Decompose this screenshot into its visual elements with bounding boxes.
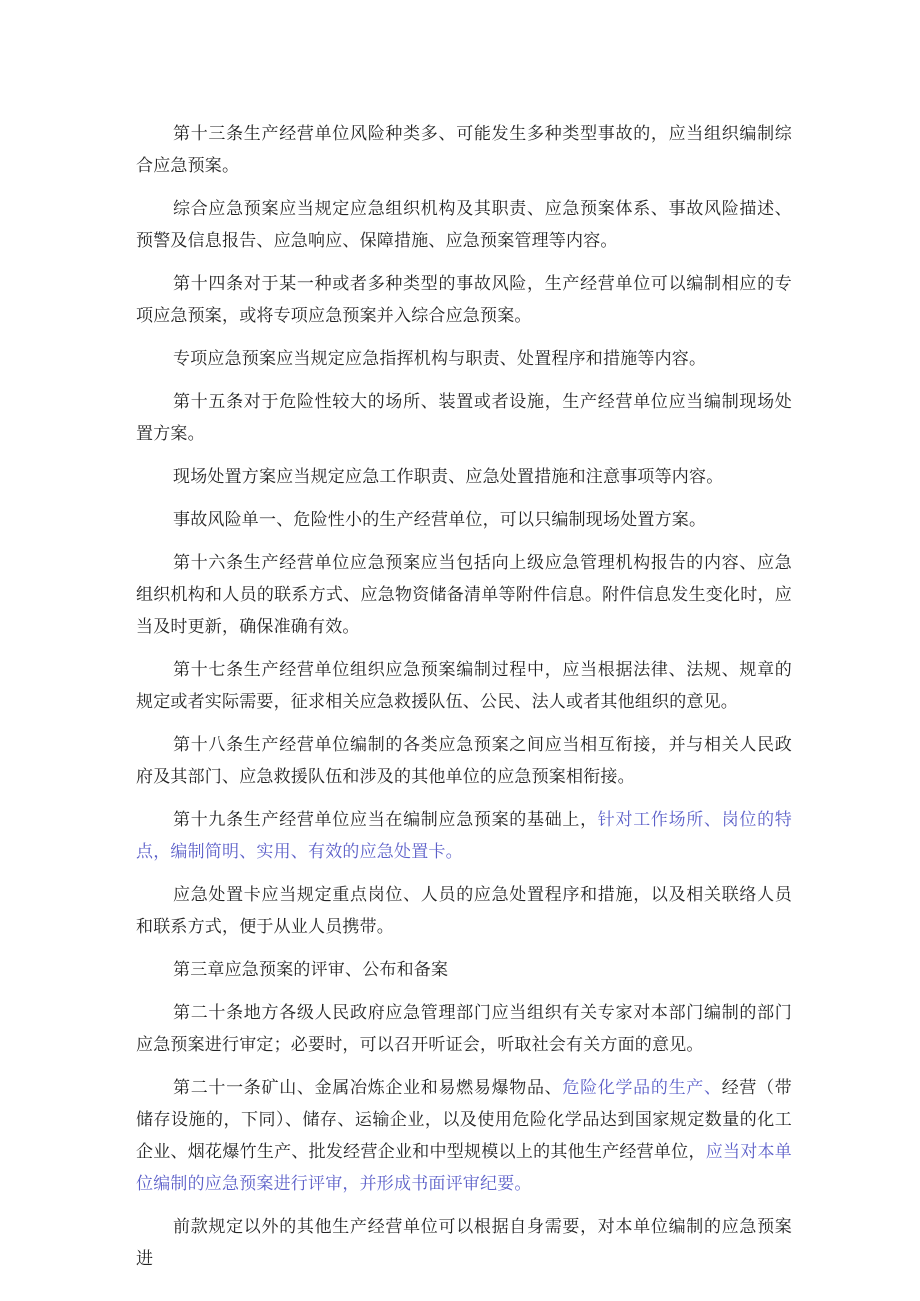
- article-20-paragraph: [136, 997, 792, 1061]
- text-segment: 第二十条地方各级人民政府应急管理部门应当组织有关专家对本部门编制的部门应急预案进行审定；必要时，可以召开听证会，听取社会有关方面的意见。: [136, 1003, 792, 1055]
- chapter-3-heading: [136, 954, 792, 986]
- article-16-paragraph: [136, 547, 792, 643]
- special-plan-content-paragraph: [136, 343, 792, 375]
- text-segment: 第十六条生产经营单位应急预案应当包括向上级应急管理机构报告的内容、应急组织机构和人员的联系方式、应急物资储备清单等附件信息。附件信息发生变化时，应当及时更新，确保准确有效。: [136, 553, 792, 637]
- highlighted-text-segment: 应当对本单位编制的应急预案进行评审，并形成书面评审纪要。: [136, 1142, 792, 1194]
- article-13-paragraph: [136, 118, 792, 182]
- article-21-paragraph: [136, 1072, 792, 1200]
- text-segment: 综合应急预案应当规定应急组织机构及其职责、应急预案体系、事故风险描述、预警及信息报告、应急响应、保障措施、应急预案管理等内容。: [136, 199, 792, 251]
- document-body: [136, 118, 792, 1286]
- text-segment: 第三章应急预案的评审、公布和备案: [173, 960, 449, 980]
- highlighted-text-segment: 针对工作场所、岗位的特点，编制简明、实用、有效的应急处置卡。: [136, 810, 792, 862]
- comprehensive-plan-content-paragraph: [136, 193, 792, 257]
- article-17-paragraph: [136, 654, 792, 718]
- text-segment: 事故风险单一、危险性小的生产经营单位，可以只编制现场处置方案。: [173, 510, 707, 530]
- text-segment: 现场处置方案应当规定应急工作职责、应急处置措施和注意事项等内容。: [173, 467, 724, 487]
- text-segment: 前款规定以外的其他生产经营单位可以根据自身需要，对本单位编制的应急预案进: [136, 1217, 792, 1269]
- article-18-paragraph: [136, 729, 792, 793]
- onsite-plan-content-paragraph: [136, 461, 792, 493]
- highlighted-text-segment: 危险化学品的生产、: [562, 1078, 722, 1098]
- text-segment: 经营（带储存设施的，下同）、储存、运输企业，以及使用危险化学品达到国家规定数量的化工企业、烟花爆竹生产、批发经营企业和中型规模以上的其他生产经营单位，: [136, 1078, 792, 1162]
- text-segment: 应急处置卡应当规定重点岗位、人员的应急处置程序和措施，以及相关联络人员和联系方式，便于从业人员携带。: [136, 885, 792, 937]
- article-14-paragraph: [136, 268, 792, 332]
- text-segment: 第十五条对于危险性较大的场所、装置或者设施，生产经营单位应当编制现场处置方案。: [136, 392, 792, 444]
- text-segment: 第十七条生产经营单位组织应急预案编制过程中，应当根据法律、法规、规章的规定或者实际需要，征求相关应急救援队伍、公民、法人或者其他组织的意见。: [136, 660, 792, 712]
- response-card-content-paragraph: [136, 879, 792, 943]
- article-19-paragraph: [136, 804, 792, 868]
- other-units-paragraph: [136, 1211, 792, 1275]
- text-segment: 第十九条生产经营单位应当在编制应急预案的基础上，: [173, 810, 598, 830]
- text-segment: 第二十一条矿山、金属冶炼企业和易燃易爆物品、: [173, 1078, 563, 1098]
- single-risk-unit-paragraph: [136, 504, 792, 536]
- text-segment: 第十三条生产经营单位风险种类多、可能发生多种类型事故的，应当组织编制综合应急预案。: [136, 124, 792, 176]
- text-segment: 专项应急预案应当规定应急指挥机构与职责、处置程序和措施等内容。: [173, 349, 707, 369]
- text-segment: 第十八条生产经营单位编制的各类应急预案之间应当相互衔接，并与相关人民政府及其部门、应急救援队伍和涉及的其他单位的应急预案相衔接。: [136, 735, 792, 787]
- article-15-paragraph: [136, 386, 792, 450]
- text-segment: 第十四条对于某一种或者多种类型的事故风险，生产经营单位可以编制相应的专项应急预案，或将专项应急预案并入综合应急预案。: [136, 274, 792, 326]
